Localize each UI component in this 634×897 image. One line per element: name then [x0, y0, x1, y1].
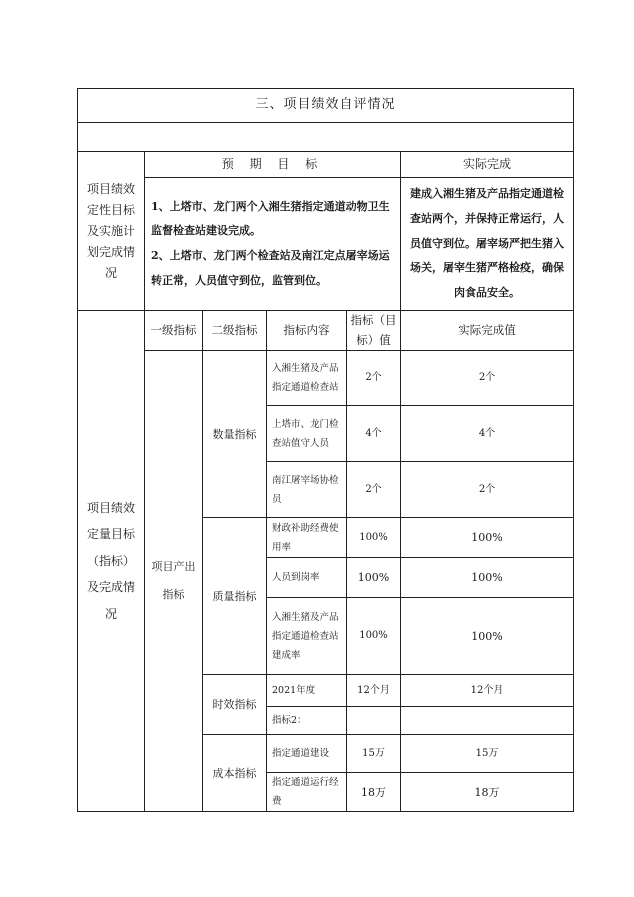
indicator-content: 入湘生猪及产品指定通道检查站建成率 — [267, 598, 347, 675]
level2-quality: 质量指标 — [203, 518, 267, 675]
target-value: 18万 — [347, 773, 401, 812]
target-value: 100% — [347, 518, 401, 558]
actual-value: 15万 — [401, 735, 574, 773]
level1-output-indicator: 项目产出 指标 — [145, 351, 203, 812]
indicator-content: 入湘生猪及产品指定通道检查站 — [267, 351, 347, 406]
expected-goals-text — [145, 178, 401, 311]
performance-table — [77, 88, 574, 812]
actual-completion-header: 实际完成 — [401, 152, 574, 178]
actual-value: 18万 — [401, 773, 574, 812]
header-content: 指标内容 — [267, 311, 347, 351]
qualitative-side-label: 项目绩效 定性目标 及实施计 划完成情 况 — [78, 152, 145, 311]
level2-quantity: 数量指标 — [203, 351, 267, 518]
actual-value: 100% — [401, 558, 574, 598]
level2-cost: 成本指标 — [203, 735, 267, 812]
header-level2: 二级指标 — [203, 311, 267, 351]
target-value: 100% — [347, 598, 401, 675]
target-value: 2个 — [347, 351, 401, 406]
actual-value: 100% — [401, 518, 574, 558]
header-level1: 一级指标 — [145, 311, 203, 351]
target-value: 12个月 — [347, 675, 401, 707]
quantitative-side-label: 项目绩效 定量目标 （指标） 及完成情 况 — [78, 311, 145, 812]
blank-row — [78, 123, 574, 152]
expected-goals-header: 预 期 目 标 — [145, 152, 401, 178]
indicator-content: 指定通道建设 — [267, 735, 347, 773]
target-value: 2个 — [347, 462, 401, 518]
indicator-content: 人员到岗率 — [267, 558, 347, 598]
header-target: 指标（目 标）值 — [347, 311, 401, 351]
actual-completion-text: 建成入湘生猪及产品指定通道检查站两个，并保持正常运行，人员值守到位。屠宰场严把生猪入场关，屠宰生猪严格检疫，确保肉食品安全。 — [401, 178, 574, 311]
target-value: 15万 — [347, 735, 401, 773]
section-title: 三、项目绩效自评情况 — [78, 89, 574, 123]
indicator-content: 南江屠宰场协检员 — [267, 462, 347, 518]
indicator-content: 2021年度 — [267, 675, 347, 707]
actual-value: 2个 — [401, 351, 574, 406]
actual-value: 100% — [401, 598, 574, 675]
indicator-content: 财政补助经费使用率 — [267, 518, 347, 558]
header-actual: 实际完成值 — [401, 311, 574, 351]
target-value: 100% — [347, 558, 401, 598]
actual-value: 12个月 — [401, 675, 574, 707]
indicator-content: 上塔市、龙门检查站值守人员 — [267, 406, 347, 462]
actual-value: 4个 — [401, 406, 574, 462]
actual-value — [401, 707, 574, 735]
indicator-content: 指标2： — [267, 707, 347, 735]
goal-item: 1、上塔市、龙门两个入湘生猪指定通道动物卫生监督检查站建设完成。 — [151, 199, 390, 238]
goal-item: 2、上塔市、龙门两个检查站及南江定点屠宰场运转正常，人员值守到位，监管到位。 — [151, 249, 390, 287]
target-value: 4个 — [347, 406, 401, 462]
indicator-content: 指定通道运行经费 — [267, 773, 347, 812]
actual-value: 2个 — [401, 462, 574, 518]
level2-timeliness: 时效指标 — [203, 675, 267, 735]
target-value — [347, 707, 401, 735]
